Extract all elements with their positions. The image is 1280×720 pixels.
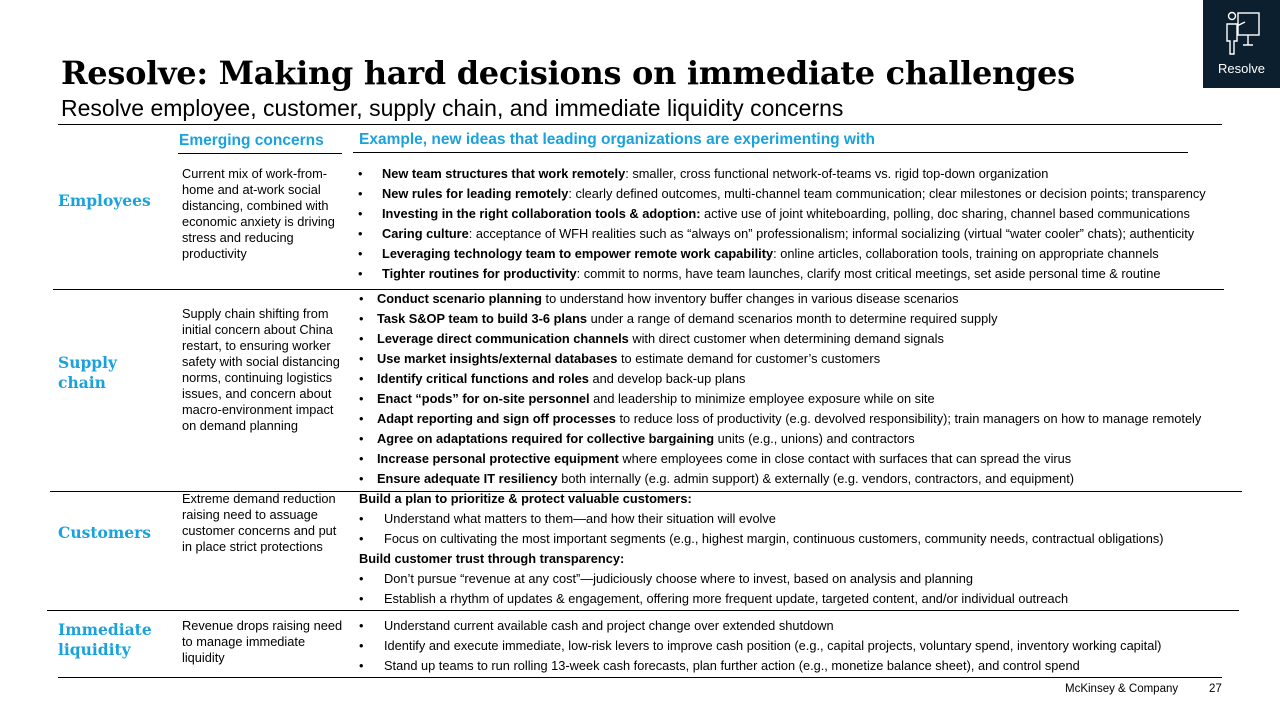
row-label-customers: Customers bbox=[58, 523, 151, 542]
column-header-ideas: Example, new ideas that leading organizations are experimenting with bbox=[359, 131, 875, 148]
column-header-concerns-underline bbox=[178, 153, 342, 154]
concern-supply-chain: Supply chain shifting from initial concern about China restart, to ensuring worker safety with social distancing norms, continuing logistics issues, and concern about macro-environment impact on demand planning bbox=[182, 306, 340, 433]
footer-brand: McKinsey & Company bbox=[1065, 683, 1179, 695]
row-label-immediate-liquidity bbox=[58, 620, 152, 660]
column-header-concerns: Emerging concerns bbox=[179, 132, 324, 149]
page-subtitle: Resolve employee, customer, supply chain, and immediate liquidity concerns bbox=[61, 95, 844, 121]
presenter-at-board-icon bbox=[1223, 10, 1261, 56]
page-number: 27 bbox=[1209, 683, 1222, 695]
title-divider bbox=[58, 124, 1222, 125]
concern-immediate-liquidity: Revenue drops raising need to manage immediate liquidity bbox=[182, 618, 343, 665]
column-header-ideas-underline bbox=[353, 152, 1188, 153]
row-label-supply-chain-line1: Supply bbox=[58, 353, 118, 372]
row-label-liquidity-line1: Immediate bbox=[58, 620, 152, 639]
row-label-liquidity-line2: liquidity bbox=[58, 640, 131, 659]
concern-employees: Current mix of work-from-home and at-work social distancing, combined with economic anxiety is driving stress and reducing productivity bbox=[182, 166, 335, 261]
row-label-supply-chain bbox=[58, 353, 117, 393]
row-divider-customers bbox=[47, 610, 1239, 611]
concern-customers: Extreme demand reduction raising need to assuage customer concerns and put in place strict protections bbox=[182, 491, 337, 554]
section-badge bbox=[1203, 0, 1280, 88]
badge-label: Resolve bbox=[1218, 61, 1265, 76]
row-label-employees: Employees bbox=[58, 191, 151, 210]
page-title: Resolve: Making hard decisions on immediate challenges bbox=[61, 54, 1075, 92]
table-bottom-rule bbox=[58, 677, 1222, 678]
row-label-supply-chain-line2: chain bbox=[58, 373, 106, 392]
